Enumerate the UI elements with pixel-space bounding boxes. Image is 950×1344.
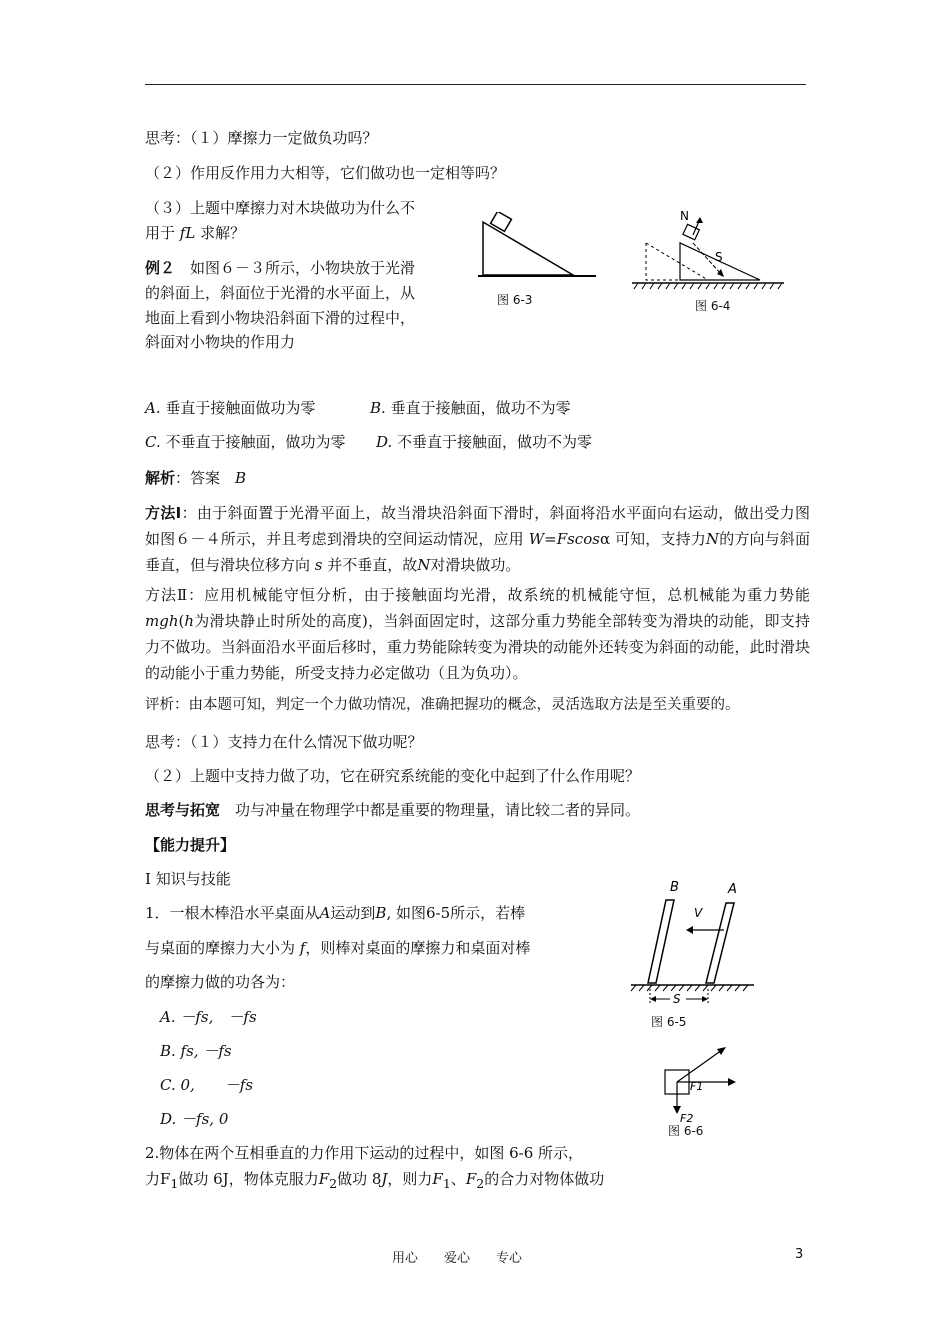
rod-b [648, 900, 674, 983]
think2-q2: （２）上题中支持力做了功，它在研究系统能的变化中起到了什么作用呢？ [145, 767, 641, 785]
q1-line2 [145, 935, 530, 961]
q1-option-d: D. －fs, 0 [160, 1110, 229, 1128]
section-title: 【能力提升】 [145, 836, 236, 854]
example2-option-b [370, 395, 571, 421]
method-2 [145, 582, 810, 686]
expand-label: 思考与拓宽 [145, 801, 221, 819]
text: 并不垂直，故 [327, 556, 418, 574]
var-fl: fL [179, 224, 196, 242]
think2-q1: 思考：（１）支持力在什么情况下做功呢？ [145, 733, 423, 751]
text: 、 [450, 1170, 466, 1188]
var-n: N [417, 556, 431, 574]
text: ，则力 [387, 1170, 433, 1188]
example2-line3: 地面上看到小物块沿斜面下滑的过程中， [145, 309, 416, 327]
text: 求解？ [200, 224, 246, 242]
example2-option-d [376, 429, 592, 455]
var-a: A [319, 904, 331, 922]
subscript: 1 [170, 1176, 179, 1191]
text: 用于 [145, 224, 176, 242]
text: 做功 6J，物体克服力 [178, 1170, 319, 1188]
think1-q1: 思考：（１）摩擦力一定做负功吗？ [145, 129, 378, 147]
text: 1．一根木棒沿水平桌面从 [145, 904, 320, 922]
section-sub: Ⅰ 知识与技能 [145, 870, 231, 888]
text: 功与冲量在物理学中都是重要的物理量，请比较二者的异同。 [235, 801, 641, 819]
fig-6-4-caption: 图 6-4 [695, 299, 731, 313]
option-letter: B. [370, 399, 386, 417]
comment: 评析：由本题可知，判定一个力做功情况，准确把握功的概念，灵活选取方法是至关重要的。 [145, 697, 740, 713]
subscript: 1 [442, 1176, 451, 1191]
label-s: S [715, 250, 723, 264]
figure-6-3 [478, 212, 598, 292]
example2-option-a [145, 395, 315, 421]
option-letter: C. [145, 433, 161, 451]
example2-line1 [145, 255, 415, 281]
var-h: h [184, 612, 195, 630]
text: 运动到 [330, 904, 376, 922]
text: , 如图6-5所示，若棒 [386, 904, 526, 922]
method-1-label: 方法Ⅰ [145, 504, 182, 522]
solution-answer [145, 465, 246, 491]
text: 如图６－３所示，小物块放于光滑 [190, 259, 416, 277]
example2-line2: 的斜面上，斜面位于光滑的水平面上，从 [145, 284, 416, 302]
fig-6-5-caption: 图 6-5 [651, 1015, 687, 1029]
text: 不垂直于接触面，做功为零 [165, 433, 346, 451]
var-f: f [299, 939, 306, 957]
unit-j: J [381, 1170, 388, 1188]
text: 可知，支持力 [615, 530, 706, 548]
figure-6-4 [628, 205, 788, 300]
text: ，则棒对桌面的摩擦力和桌面对棒 [305, 939, 531, 957]
fig-6-6-caption: 图 6-6 [668, 1124, 704, 1138]
page-number: 3 [795, 1247, 804, 1262]
fig-6-3-caption: 图 6-3 [497, 293, 533, 307]
var-f2: F [318, 1170, 330, 1188]
footer-text: 用心 爱心 专心 [392, 1251, 523, 1266]
q1-line1 [145, 900, 525, 926]
text: 与桌面的摩擦力大小为 [145, 939, 296, 957]
var-n: N [705, 530, 720, 548]
rod-a [706, 903, 734, 983]
q1-option-a: A. －fs, －fs [160, 1008, 257, 1026]
q2-line2 [145, 1166, 604, 1197]
label-n: N [680, 209, 689, 223]
text: 为滑块静止时所处的高度)，当斜面固定时，这部分重力势能全部转变为滑块的动能，即支持力不做功。当斜面沿水平面后移时，重力势能除转变为滑块的动能外还转变为斜面的动能，此时滑块的动能小于重力势能，所受支持力必定做功（且为负功）。 [145, 612, 810, 682]
formula: W=Fscos [528, 530, 600, 548]
text: 的合力对物体做功 [484, 1170, 605, 1188]
label-f1: F1 [690, 1080, 704, 1093]
think1-q2: （２）作用反作用力大相等，它们做功也一定相等吗？ [145, 164, 506, 182]
text: ：由于斜面置于光滑平面上，故当滑块沿斜面下滑时，斜面将沿水平面向右运动，做出受力图如图６－４所示，并且考虑到滑块的空间运动情况，应用 [145, 504, 810, 548]
label-v: V [694, 906, 703, 920]
example2-line4: 斜面对小物块的作用力 [145, 333, 296, 351]
var-mgh: mgh [145, 612, 179, 630]
label-a: A [728, 882, 737, 897]
think1-q3b [145, 220, 245, 246]
example2-option-c [145, 429, 346, 455]
text: 不垂直于接触面，做功不为零 [397, 433, 593, 451]
text: 垂直于接触面，做功不为零 [390, 399, 571, 417]
var-f2: F [465, 1170, 477, 1188]
figure-6-6 [652, 1038, 752, 1128]
method-1 [145, 500, 810, 578]
alpha: α [599, 530, 611, 548]
q1-line3: 的摩擦力做的功各为： [145, 973, 296, 991]
subscript: 2 [329, 1176, 338, 1191]
var-f1: F [432, 1170, 443, 1188]
var-b: B [375, 904, 387, 922]
q2-line1: 2.物体在两个互相垂直的力作用下运动的过程中，如图 6-6 所示， [145, 1144, 584, 1162]
var-s: s [314, 556, 323, 574]
text: 力F [145, 1170, 171, 1188]
label-b: B [670, 880, 679, 895]
label-s: S [673, 992, 681, 1006]
text: 做功 8 [337, 1170, 382, 1188]
option-letter: D. [376, 433, 393, 451]
text: ：答案 [175, 469, 221, 487]
option-letter: A. [145, 399, 161, 417]
q1-option-b: B. fs, －fs [160, 1042, 232, 1060]
answer-value: B [235, 469, 247, 487]
q1-option-c: C. 0, －fs [160, 1076, 254, 1094]
text: 垂直于接触面做功为零 [165, 399, 316, 417]
incline [483, 222, 573, 275]
velocity-arrow [677, 1050, 722, 1082]
expand [145, 797, 640, 823]
text: ( [178, 612, 185, 630]
think1-q3a: （３）上题中摩擦力对木块做功为什么不 [145, 199, 416, 217]
text: 对滑块做功。 [430, 556, 521, 574]
text: 的方向与斜面垂直，但与滑块位移方向 [145, 530, 810, 574]
label-f2: F2 [680, 1112, 694, 1125]
subscript: 2 [476, 1176, 485, 1191]
example-label: 例２ [145, 259, 176, 277]
header-rule [145, 84, 806, 85]
solution-label: 解析 [145, 469, 176, 487]
figure-6-5 [628, 875, 758, 1015]
text: 方法Ⅱ：应用机械能守恒分析，由于接触面均光滑，故系统的机械能守恒，总机械能为重力势能 [145, 586, 810, 604]
